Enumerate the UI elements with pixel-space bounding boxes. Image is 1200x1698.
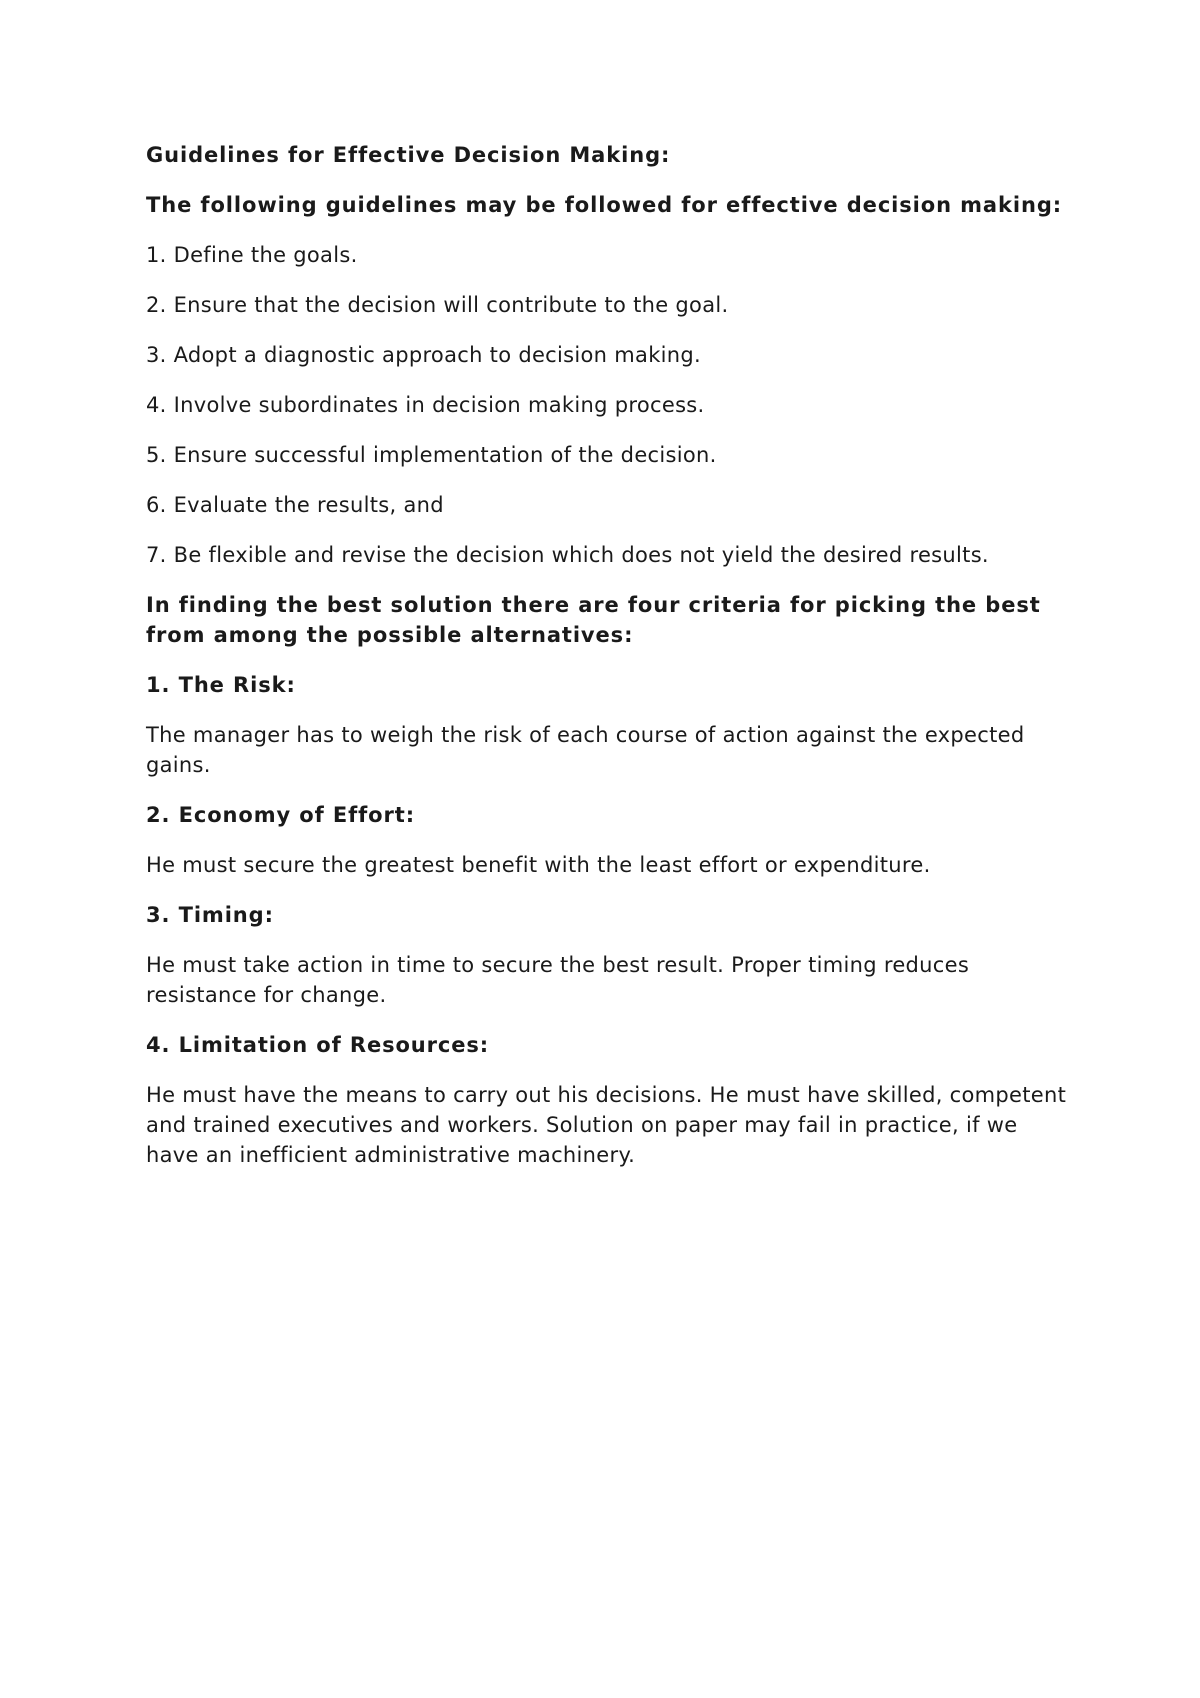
criterion-timing <box>146 900 1076 1010</box>
guideline-item: 5. Ensure successful implementation of the decision. <box>146 443 717 467</box>
guideline-item: 2. Ensure that the decision will contribute to the goal. <box>146 293 729 317</box>
document-title: Guidelines for Effective Decision Making: <box>146 143 671 167</box>
guidelines-list <box>146 240 1076 570</box>
criteria-list <box>146 670 1076 1170</box>
criterion-economy-of-effort <box>146 800 1076 880</box>
criterion-title: 1. The Risk: <box>146 673 296 697</box>
criterion-limitation-of-resources <box>146 1030 1076 1170</box>
guidelines-intro: The following guidelines may be followed for effective decision making: <box>146 193 1063 217</box>
guideline-item: 1. Define the goals. <box>146 243 358 267</box>
criterion-body: The manager has to weigh the risk of each course of action against the expected gains. <box>146 723 1025 777</box>
guideline-item: 6. Evaluate the results, and <box>146 493 444 517</box>
criterion-body: He must take action in time to secure the best result. Proper timing reduces resistance for change. <box>146 953 970 1007</box>
criterion-title: 4. Limitation of Resources: <box>146 1033 490 1057</box>
criterion-title: 2. Economy of Effort: <box>146 803 415 827</box>
document-content <box>146 140 1076 1190</box>
guideline-item: 3. Adopt a diagnostic approach to decision making. <box>146 343 702 367</box>
criterion-body: He must secure the greatest benefit with the least effort or expenditure. <box>146 853 931 877</box>
criterion-risk <box>146 670 1076 780</box>
criterion-body: He must have the means to carry out his decisions. He must have skilled, competent and trained executives and workers. Solution on paper may fail in practice, if we have an inefficient administrative machinery. <box>146 1083 1067 1167</box>
guideline-item: 7. Be flexible and revise the decision which does not yield the desired results. <box>146 543 989 567</box>
criterion-title: 3. Timing: <box>146 903 274 927</box>
criteria-intro: In finding the best solution there are four criteria for picking the best from among the possible alternatives: <box>146 593 1041 647</box>
guideline-item: 4. Involve subordinates in decision making process. <box>146 393 705 417</box>
